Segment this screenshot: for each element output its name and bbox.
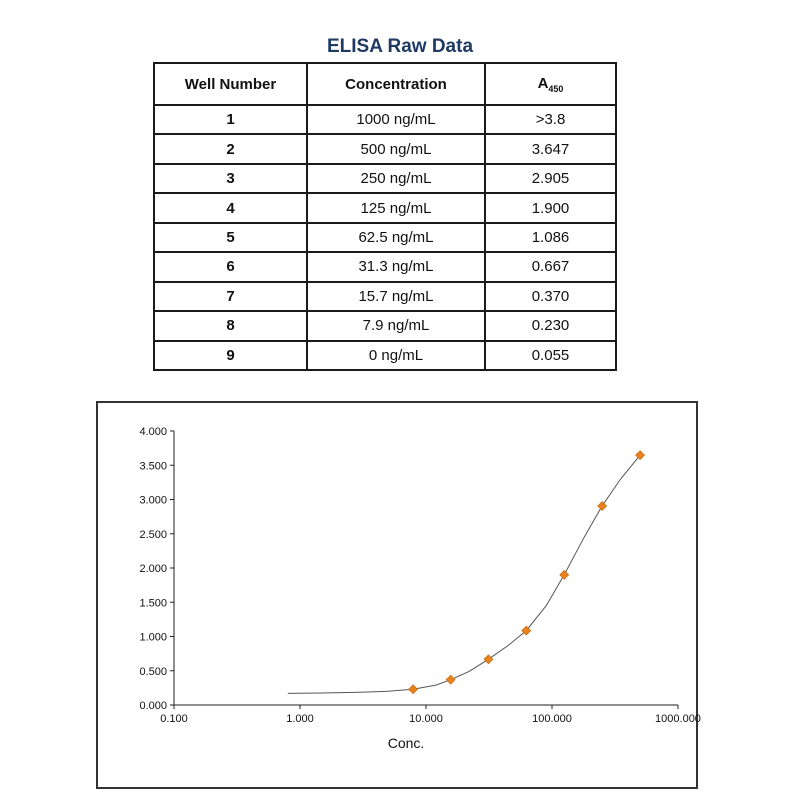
header-absorbance-wavelength: 450: [548, 83, 564, 94]
standard-curve-line: [288, 455, 640, 693]
concentration-cell: 500 ng/mL: [307, 134, 485, 163]
well-cell: 1: [154, 105, 307, 134]
table-row: [154, 341, 616, 371]
well-cell: 8: [154, 311, 307, 340]
table-row: [154, 282, 616, 311]
table-row: [154, 193, 616, 222]
header-concentration: Concentration: [307, 63, 485, 105]
y-tick-label: 1.500: [139, 597, 167, 610]
absorbance-cell: >3.8: [485, 105, 616, 134]
data-point: [446, 675, 455, 684]
header-absorbance-main: A: [537, 74, 549, 92]
concentration-cell: 1000 ng/mL: [307, 105, 485, 134]
concentration-cell: 250 ng/mL: [307, 164, 485, 193]
x-tick-label: 1000.000: [655, 713, 701, 725]
well-cell: 9: [154, 341, 307, 371]
table-row: [154, 311, 616, 340]
header-absorbance: [485, 63, 616, 105]
standard-curve-chart: [98, 403, 701, 787]
table-row: [154, 105, 616, 134]
data-point: [409, 685, 418, 694]
concentration-cell: 62.5 ng/mL: [307, 223, 485, 252]
well-cell: 5: [154, 223, 307, 252]
absorbance-cell: 0.667: [485, 252, 616, 281]
absorbance-cell: 2.905: [485, 164, 616, 193]
y-tick-label: 0.000: [139, 700, 167, 712]
absorbance-cell: 0.055: [485, 341, 616, 371]
well-cell: 2: [154, 134, 307, 163]
y-tick-label: 2.500: [139, 528, 167, 541]
y-tick-label: 3.500: [139, 460, 167, 473]
concentration-cell: 125 ng/mL: [307, 193, 485, 222]
x-tick-label: 1.000: [286, 713, 314, 725]
header-well-number: Well Number: [154, 63, 307, 105]
concentration-cell: 31.3 ng/mL: [307, 252, 485, 281]
chart-frame: [96, 401, 701, 789]
elisa-raw-data-table: [153, 62, 617, 371]
absorbance-cell: 0.370: [485, 282, 616, 311]
table-title: ELISA Raw Data: [326, 36, 474, 57]
concentration-cell: 7.9 ng/mL: [307, 311, 485, 340]
x-tick-label: 10.000: [409, 713, 443, 725]
table-header-row: [154, 63, 616, 105]
y-tick-label: 0.500: [139, 665, 167, 678]
y-tick-label: 4.000: [139, 426, 167, 438]
well-cell: 3: [154, 164, 307, 193]
absorbance-cell: 1.086: [485, 223, 616, 252]
concentration-cell: 0 ng/mL: [307, 341, 485, 371]
table-row: [154, 223, 616, 252]
y-tick-label: 2.000: [139, 563, 167, 575]
y-tick-label: 1.000: [139, 631, 167, 644]
data-point: [560, 570, 569, 579]
well-cell: 6: [154, 252, 307, 281]
data-point: [598, 502, 607, 511]
concentration-cell: 15.7 ng/mL: [307, 282, 485, 311]
absorbance-cell: 0.230: [485, 311, 616, 340]
x-tick-label: 100.000: [532, 713, 572, 725]
well-cell: 4: [154, 193, 307, 222]
x-tick-label: 0.100: [160, 713, 188, 725]
data-point: [484, 655, 493, 664]
table-row: [154, 164, 616, 193]
table-row: [154, 134, 616, 163]
table-row: [154, 252, 616, 281]
well-cell: 7: [154, 282, 307, 311]
y-tick-label: 3.000: [139, 494, 167, 507]
absorbance-cell: 1.900: [485, 193, 616, 222]
x-axis-title: Conc.: [387, 735, 425, 751]
absorbance-cell: 3.647: [485, 134, 616, 163]
